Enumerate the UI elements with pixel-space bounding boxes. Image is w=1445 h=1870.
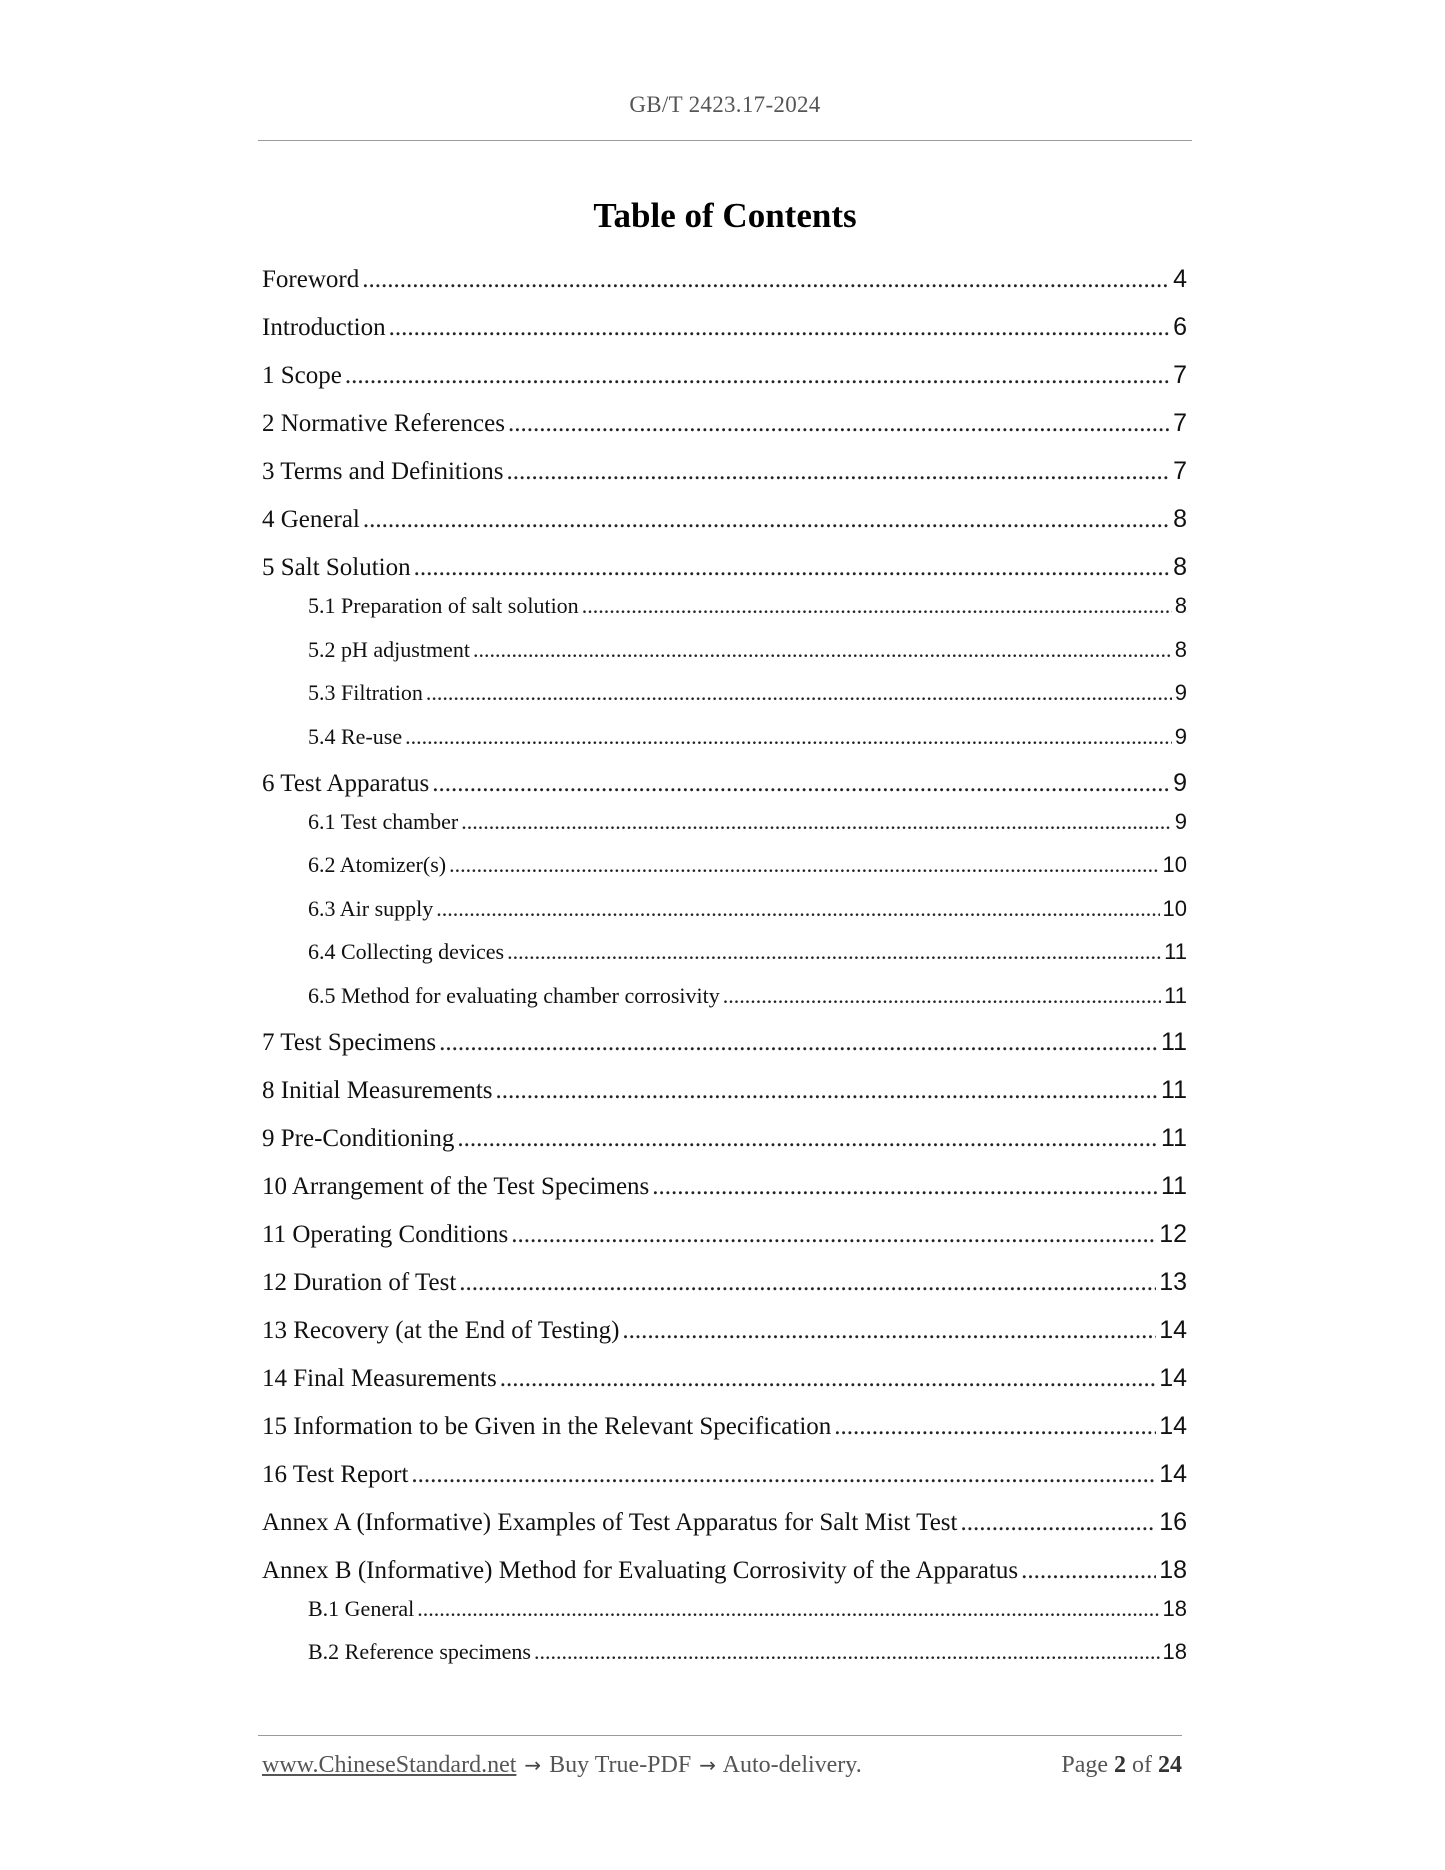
toc-entry-page: 18 [1162,1595,1187,1621]
toc-dot-leader [417,1596,1159,1622]
toc-entry-page: 14 [1159,1459,1187,1488]
toc-entry-title: 5.4 Re-use [308,723,403,749]
toc-entry-title: B.1 General [308,1595,415,1621]
toc-entry[interactable] [262,1460,1187,1496]
toc-entry-title: 6.1 Test chamber [308,808,459,834]
toc-entry-page: 16 [1159,1507,1187,1536]
toc-dot-leader [432,770,1170,798]
toc-entry-page: 13 [1159,1267,1187,1296]
toc-entry-page: 11 [1164,982,1187,1008]
toc-entry-title: 5.3 Filtration [308,680,423,705]
toc-dot-leader [723,983,1161,1009]
toc-entry[interactable] [262,769,1187,805]
toc-entry-title: Foreword [262,266,360,293]
toc-entry-page: 11 [1161,1123,1187,1152]
toc-entry[interactable] [308,983,1187,1015]
toc-entry-page: 9 [1174,680,1187,705]
toc-entry-title: 2 Normative References [262,410,505,437]
buy-text: Buy True-PDF [549,1752,692,1778]
toc-dot-leader [461,809,1172,835]
toc-entry[interactable] [308,809,1187,841]
toc-entry[interactable] [308,896,1187,928]
toc-entry[interactable] [262,361,1187,397]
toc-entry-title: 5.1 Preparation of salt solution [308,593,579,618]
toc-dot-leader [1021,1557,1156,1585]
toc-dot-leader [534,1639,1160,1665]
website-link[interactable]: www.ChineseStandard.net [262,1752,517,1778]
toc-dot-leader [508,410,1170,438]
toc-dot-leader [507,939,1161,965]
toc-entry[interactable] [308,680,1187,712]
toc-entry-title: 8 Initial Measurements [262,1076,493,1104]
toc-entry-page: 8 [1173,553,1187,581]
toc-entry-page: 18 [1162,1639,1187,1664]
toc-entry-title: 6 Test Apparatus [262,769,430,797]
toc-dot-leader [960,1509,1156,1537]
toc-entry[interactable] [262,1172,1187,1208]
toc-entry-title: 14 Final Measurements [262,1364,497,1392]
toc-entry[interactable] [262,1028,1187,1064]
toc-entry-page: 7 [1173,457,1187,485]
toc-entry-title: 12 Duration of Test [262,1268,457,1296]
toc-entry-page: 8 [1174,593,1187,618]
arrow-right-icon: → [699,1753,716,1777]
page-indicator [1061,1752,1182,1779]
toc-dot-leader [496,1077,1159,1105]
toc-dot-leader [507,458,1171,486]
toc-entry-page: 14 [1159,1411,1187,1440]
toc-entry-page: 18 [1159,1555,1187,1584]
toc-dot-leader [457,1125,1158,1153]
toc-entry[interactable] [308,593,1187,625]
toc-dot-leader [436,896,1159,922]
toc-entry[interactable] [262,1316,1187,1352]
document-id-header: GB/T 2423.17-2024 [629,92,821,117]
toc-dot-leader [582,593,1172,619]
toc-dot-leader [622,1317,1156,1345]
toc-entry-title: 13 Recovery (at the End of Testing) [262,1316,620,1344]
toc-entry-title: 6.3 Air supply [308,895,434,921]
toc-entry-title: 4 General [262,506,360,533]
page-label: Page [1061,1752,1108,1778]
toc-entry[interactable] [262,313,1187,349]
toc-dot-leader [362,266,1170,294]
toc-dot-leader [389,314,1171,342]
toc-dot-leader [414,554,1170,582]
toc-entry-page: 10 [1162,852,1187,877]
toc-dot-leader [363,506,1170,534]
toc-entry-page: 4 [1173,265,1187,293]
current-page-number: 2 [1114,1752,1126,1778]
toc-entry-title: 9 Pre-Conditioning [262,1124,455,1152]
toc-entry-page: 7 [1173,361,1187,389]
toc-entry-page: 9 [1174,723,1187,749]
toc-entry-page: 11 [1161,1171,1187,1200]
toc-entry-page: 9 [1173,768,1187,797]
toc-entry-page: 14 [1159,1315,1187,1344]
toc-entry-page: 11 [1161,1027,1187,1056]
toc-entry-page: 9 [1174,808,1187,834]
toc-entry[interactable] [262,1556,1187,1592]
toc-entry-page: 8 [1174,636,1187,662]
toc-entry-title: 1 Scope [262,362,342,389]
toc-entry[interactable] [308,1639,1187,1671]
toc-entry-page: 10 [1162,895,1187,921]
toc-entry[interactable] [262,1268,1187,1304]
toc-entry-page: 14 [1159,1363,1187,1392]
toc-entry[interactable] [308,1596,1187,1628]
toc-entry-title: 6.2 Atomizer(s) [308,852,447,877]
toc-entry-page: 8 [1173,505,1187,533]
toc-dot-leader [652,1173,1158,1201]
toc-entry-title: 6.4 Collecting devices [308,939,505,964]
toc-entry[interactable] [262,1124,1187,1160]
toc-entry-page: 11 [1164,939,1187,964]
toc-entry[interactable] [262,1508,1187,1544]
toc-entry[interactable] [262,265,1187,301]
toc-entry[interactable] [262,1412,1187,1448]
toc-dot-leader [411,1461,1156,1489]
toc-entry[interactable] [262,1076,1187,1112]
toc-entry-page: 12 [1159,1219,1187,1248]
toc-entry[interactable] [262,553,1187,589]
toc-entry-title: 6.5 Method for evaluating chamber corrosivity [308,982,720,1008]
toc-entry-title: 5 Salt Solution [262,554,411,581]
toc-dot-leader [449,852,1159,878]
toc-dot-leader [345,362,1170,390]
toc-entry-title: Annex B (Informative) Method for Evaluating Corrosivity of the Apparatus [262,1556,1019,1584]
toc-entry-title: Introduction [262,314,386,341]
toc-title: Table of Contents [593,196,857,235]
toc-entry-title: 16 Test Report [262,1460,409,1488]
toc-entry-title: B.2 Reference specimens [308,1639,531,1664]
toc-dot-leader [439,1029,1158,1057]
total-page-number: 24 [1158,1752,1182,1778]
toc-dot-leader [459,1269,1156,1297]
page-footer [262,1752,1182,1779]
toc-entry[interactable] [262,409,1187,445]
toc-dot-leader [500,1365,1157,1393]
toc-entry[interactable] [262,505,1187,541]
toc-entry[interactable] [262,457,1187,493]
toc-entry[interactable] [308,939,1187,971]
toc-entry-title: 10 Arrangement of the Test Specimens [262,1172,650,1200]
delivery-text: Auto-delivery. [722,1752,862,1778]
toc-entry-page: 11 [1161,1075,1187,1104]
footer-promo [262,1752,862,1779]
toc-entry-title: 15 Information to be Given in the Relevant Specification [262,1412,832,1440]
toc-dot-leader [405,724,1172,750]
toc-entry[interactable] [308,852,1187,884]
toc-entry-title: Annex A (Informative) Examples of Test Apparatus for Salt Mist Test [262,1508,958,1536]
toc-dot-leader [426,680,1172,706]
arrow-right-icon: → [524,1753,542,1777]
toc-dot-leader [834,1413,1156,1441]
toc-dot-leader [473,637,1172,663]
toc-entry-title: 11 Operating Conditions [262,1220,509,1248]
toc-entry[interactable] [308,637,1187,669]
footer-divider [258,1735,1182,1736]
toc-entry-title: 3 Terms and Definitions [262,458,504,485]
toc-entry[interactable] [308,724,1187,756]
of-label: of [1132,1752,1152,1778]
toc-entry-page: 6 [1173,313,1187,341]
toc-entry-page: 7 [1173,409,1187,437]
toc-dot-leader [511,1221,1156,1249]
toc-entry[interactable] [262,1364,1187,1400]
toc-entry[interactable] [262,1220,1187,1256]
toc-entry-title: 7 Test Specimens [262,1028,437,1056]
toc-entry-title: 5.2 pH adjustment [308,636,470,662]
